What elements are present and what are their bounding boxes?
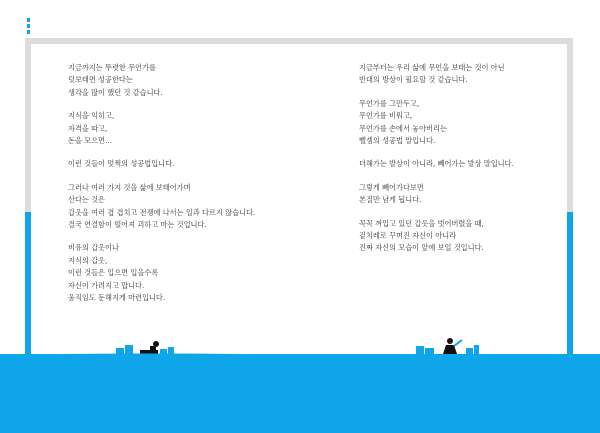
paragraph: 비유의 갑옷이나 지식의 갑옷, 이런 것들은 입으면 입을수록 자신이 가려지고 맙니다. 움직임도 둔해지게 마련입니다. (68, 243, 166, 303)
paragraph: 그렇게 빼어가다보면 본질만 남게 됩니다. (359, 182, 424, 205)
paragraph: 이런 것들이 멋쩍의 성공법입니다. (68, 159, 175, 169)
right-page-text (359, 62, 559, 266)
marker-dot (27, 18, 30, 22)
left-page-text (68, 62, 288, 316)
paragraph: 꼭꼭 껴입고 있던 갑옷을 벗어버렸을 때, 겉치레로 꾸며진 자신이 아니라 진짜 자신의 모습이 앞에 보일 것입니다. (359, 218, 484, 253)
left-edge-accent (25, 212, 31, 368)
water-band (0, 354, 600, 433)
page-marker-dots (27, 18, 31, 36)
paragraph: 그러나 여러 가지 것을 삶에 보태어가며 산다는 것은 갑옷을 여러 겹 겹치고 전쟁에 나서는 일과 다르지 않습니다. 결국 연결함이 떨어져 괴하고 마는 것입니다. (68, 182, 256, 230)
paragraph: 지식을 익히고, 자격을 따고, 돈을 모으면… (68, 111, 115, 146)
paragraph: 지금부터는 우리 삶에 무언을 보태는 것이 아닌 반대의 방상이 필요할 것 같습니다. (359, 63, 505, 85)
marker-dot (27, 24, 30, 28)
marker-dot (27, 30, 30, 34)
paragraph: 더해가는 발상이 아니라, 빼어가는 발상 말입니다. (359, 159, 514, 169)
right-edge-accent (567, 212, 573, 368)
paragraph: 무언가를 그만두고, 무언가를 비워고, 무언가를 손에서 놓아버리는 뺄셈의 성공법 말입니다. (359, 98, 447, 146)
paragraph: 지금까지는 뚜렷한 무언가를 덧보태면 성공한다는 생각을 많이 했던 것 같습니다. (68, 63, 163, 97)
